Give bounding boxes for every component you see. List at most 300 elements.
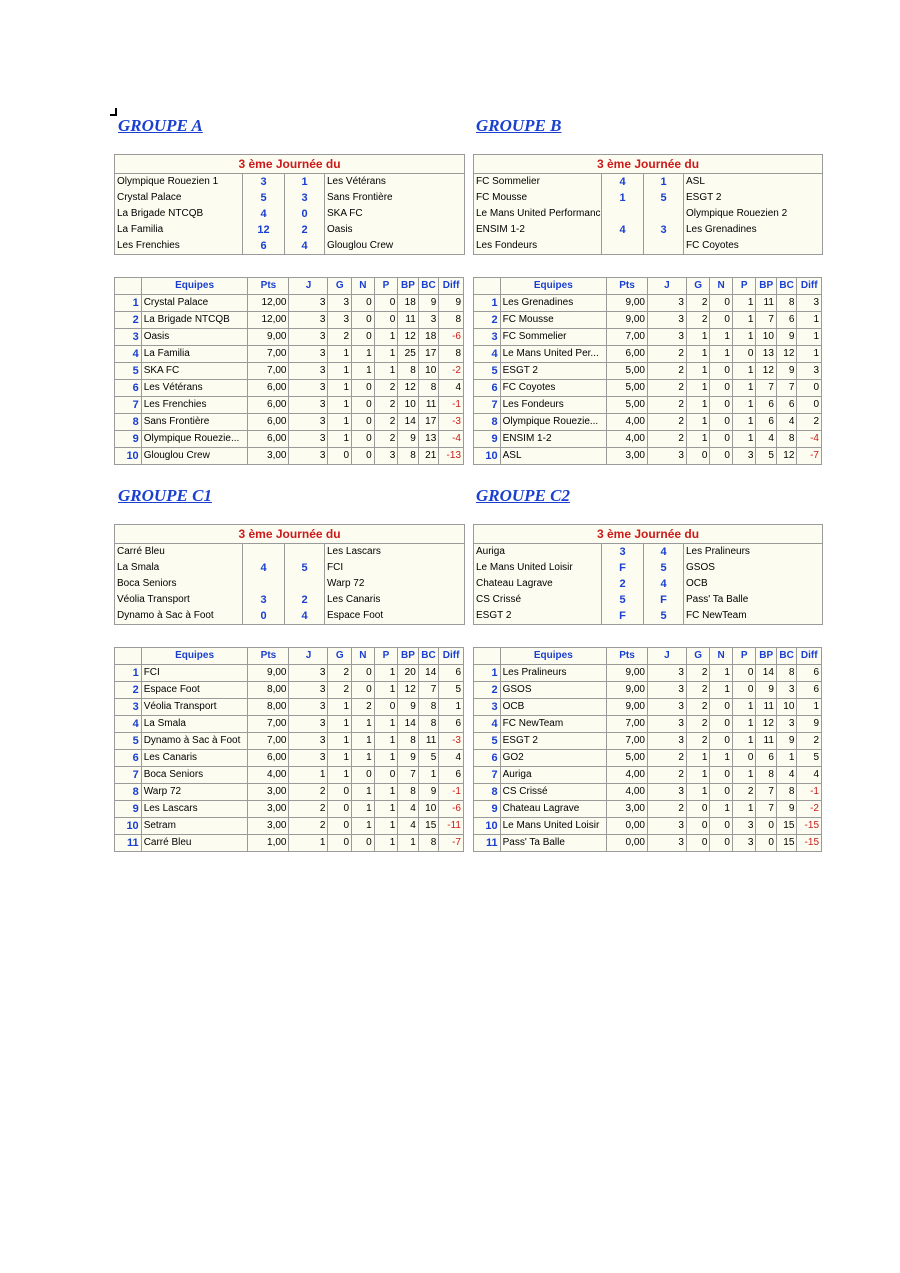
bp-cell: 8: [398, 784, 419, 801]
rank-cell: 6: [115, 380, 142, 397]
p-cell: 0: [374, 295, 398, 312]
rank-cell: 1: [115, 295, 142, 312]
n-cell: 0: [352, 295, 375, 312]
rank-cell: 1: [474, 665, 501, 682]
standings-row: [115, 818, 464, 835]
diff-cell: 6: [797, 682, 822, 699]
standings-row: [474, 835, 822, 852]
p-cell: 1: [732, 363, 756, 380]
g-cell: 1: [328, 414, 352, 431]
n-cell: 1: [710, 682, 733, 699]
diff-cell: 2: [797, 733, 822, 750]
g-cell: 1: [686, 767, 710, 784]
bp-cell: 12: [398, 682, 419, 699]
p-cell: 1: [374, 329, 398, 346]
header-g: G: [686, 648, 710, 665]
j-cell: 1: [289, 835, 328, 852]
standings-row: [115, 295, 464, 312]
j-cell: 3: [647, 682, 686, 699]
header-pts: Pts: [248, 278, 289, 295]
n-cell: 1: [352, 801, 375, 818]
n-cell: 0: [352, 431, 375, 448]
rank-cell: 9: [115, 801, 142, 818]
team-name-cell: Les Canaris: [141, 750, 248, 767]
standings-row: [115, 431, 464, 448]
team-name-cell: La Smala: [141, 716, 248, 733]
match-row: Olympique Rouezien 1 3 1 Les Vétérans: [115, 174, 465, 191]
bp-cell: 20: [398, 665, 419, 682]
j-cell: 2: [647, 346, 686, 363]
g-cell: 2: [328, 665, 352, 682]
bp-cell: 9: [756, 682, 776, 699]
n-cell: 0: [352, 682, 375, 699]
p-cell: 2: [732, 784, 756, 801]
rank-cell: 1: [115, 665, 142, 682]
bp-cell: 11: [756, 733, 776, 750]
standings-row: [474, 699, 822, 716]
diff-cell: -6: [439, 801, 464, 818]
standings-row: [474, 380, 822, 397]
g-cell: 2: [328, 329, 352, 346]
rank-cell: 3: [474, 329, 501, 346]
pts-cell: 12,00: [248, 312, 289, 329]
bc-cell: 12: [776, 346, 796, 363]
g-cell: 1: [328, 431, 352, 448]
g-cell: 1: [328, 767, 352, 784]
match-row: Le Mans United Performanc Olympique Rouezien 2: [474, 206, 823, 222]
standings-row: [474, 665, 822, 682]
standings-row: [474, 363, 822, 380]
diff-cell: 1: [439, 699, 464, 716]
bc-cell: 11: [418, 397, 439, 414]
standings-row: [115, 767, 464, 784]
header-g: G: [328, 278, 352, 295]
g-cell: 2: [686, 665, 710, 682]
j-cell: 3: [289, 665, 328, 682]
p-cell: 1: [374, 750, 398, 767]
standings-row: [474, 397, 822, 414]
bp-cell: 12: [756, 716, 776, 733]
j-cell: 3: [289, 448, 328, 465]
standings-row: [115, 665, 464, 682]
rank-cell: 8: [474, 784, 501, 801]
bp-cell: 14: [398, 716, 419, 733]
header-bp: BP: [756, 648, 776, 665]
bp-cell: 25: [398, 346, 419, 363]
standings-row: [474, 682, 822, 699]
diff-cell: 8: [439, 346, 464, 363]
bc-cell: 9: [418, 295, 439, 312]
rank-header: [115, 278, 142, 295]
g-cell: 2: [686, 716, 710, 733]
p-cell: 1: [732, 431, 756, 448]
team-name-cell: Carré Bleu: [141, 835, 248, 852]
pts-cell: 5,00: [607, 397, 648, 414]
g-cell: 0: [686, 448, 710, 465]
g-cell: 1: [686, 750, 710, 767]
pts-cell: 5,00: [607, 750, 648, 767]
bp-cell: 8: [398, 733, 419, 750]
team-name-cell: CS Crissé: [500, 784, 606, 801]
p-cell: 2: [374, 414, 398, 431]
bc-cell: 8: [418, 380, 439, 397]
g-cell: 1: [686, 363, 710, 380]
rank-cell: 8: [115, 414, 142, 431]
bc-cell: 15: [418, 818, 439, 835]
team-name-cell: FC Coyotes: [500, 380, 606, 397]
pts-cell: 3,00: [248, 801, 289, 818]
n-cell: 0: [710, 835, 733, 852]
n-cell: 0: [352, 414, 375, 431]
n-cell: 0: [710, 784, 733, 801]
diff-cell: 6: [797, 665, 822, 682]
header-g: G: [328, 648, 352, 665]
diff-cell: 1: [797, 329, 822, 346]
j-cell: 3: [647, 312, 686, 329]
team-name-cell: Pass' Ta Balle: [500, 835, 606, 852]
header-equipes: Equipes: [500, 278, 606, 295]
j-cell: 3: [647, 329, 686, 346]
standings-row: [474, 414, 822, 431]
pts-cell: 0,00: [607, 818, 648, 835]
team-name-cell: Olympique Rouezie...: [500, 414, 606, 431]
team-name-cell: Espace Foot: [141, 682, 248, 699]
match-row: Le Mans United Loisir F 5 GSOS: [474, 560, 823, 576]
header-bc: BC: [418, 278, 439, 295]
standings-row: [474, 448, 822, 465]
page-corner-mark: [110, 108, 117, 116]
team-name-cell: La Familia: [141, 346, 248, 363]
rank-cell: 9: [115, 431, 142, 448]
diff-cell: -4: [439, 431, 464, 448]
diff-cell: -1: [797, 784, 822, 801]
pts-cell: 9,00: [607, 295, 648, 312]
bc-cell: 15: [776, 818, 796, 835]
j-cell: 3: [289, 716, 328, 733]
header-j: J: [647, 648, 686, 665]
diff-cell: 2: [797, 414, 822, 431]
bp-cell: 9: [398, 750, 419, 767]
p-cell: 1: [374, 363, 398, 380]
j-cell: 1: [289, 767, 328, 784]
pts-cell: 6,00: [607, 346, 648, 363]
header-bp: BP: [398, 278, 419, 295]
g-cell: 1: [686, 397, 710, 414]
header-j: J: [289, 278, 328, 295]
team-name-cell: Warp 72: [141, 784, 248, 801]
pts-cell: 7,00: [248, 716, 289, 733]
bc-cell: 10: [776, 699, 796, 716]
bp-cell: 8: [398, 448, 419, 465]
header-equipes: Equipes: [141, 648, 248, 665]
header-pts: Pts: [607, 648, 648, 665]
standings-row: [474, 733, 822, 750]
header-equipes: Equipes: [141, 278, 248, 295]
header-p: P: [374, 278, 398, 295]
bp-cell: 11: [398, 312, 419, 329]
p-cell: 1: [732, 295, 756, 312]
journee-header: 3 ème Journée du: [115, 155, 465, 174]
rank-cell: 7: [474, 767, 501, 784]
pts-cell: 9,00: [248, 329, 289, 346]
g-cell: 0: [686, 801, 710, 818]
group-a-results-table: [114, 154, 465, 255]
pts-cell: 5,00: [607, 363, 648, 380]
team-name-cell: OCB: [500, 699, 606, 716]
bp-cell: 0: [756, 818, 776, 835]
bp-cell: 11: [756, 699, 776, 716]
journee-header: 3 ème Journée du: [474, 525, 823, 544]
team-name-cell: Les Vétérans: [141, 380, 248, 397]
rank-cell: 5: [115, 363, 142, 380]
j-cell: 2: [289, 801, 328, 818]
rank-cell: 4: [115, 346, 142, 363]
bc-cell: 10: [418, 801, 439, 818]
pts-cell: 5,00: [607, 380, 648, 397]
bp-cell: 8: [398, 363, 419, 380]
rank-cell: 7: [115, 397, 142, 414]
diff-cell: 4: [797, 767, 822, 784]
g-cell: 0: [686, 818, 710, 835]
pts-cell: 7,00: [248, 363, 289, 380]
g-cell: 2: [686, 312, 710, 329]
g-cell: 3: [328, 312, 352, 329]
j-cell: 3: [289, 431, 328, 448]
header-diff: Diff: [797, 648, 822, 665]
header-p: P: [374, 648, 398, 665]
bc-cell: 4: [776, 414, 796, 431]
g-cell: 1: [328, 380, 352, 397]
diff-cell: -1: [439, 784, 464, 801]
rank-cell: 7: [115, 767, 142, 784]
j-cell: 3: [289, 329, 328, 346]
g-cell: 2: [686, 733, 710, 750]
g-cell: 2: [686, 295, 710, 312]
team-name-cell: Auriga: [500, 767, 606, 784]
j-cell: 2: [647, 363, 686, 380]
j-cell: 3: [289, 346, 328, 363]
bc-cell: 4: [776, 767, 796, 784]
pts-cell: 3,00: [248, 448, 289, 465]
bc-cell: 8: [776, 295, 796, 312]
bp-cell: 6: [756, 750, 776, 767]
rank-cell: 6: [474, 380, 501, 397]
group-b-standings-table: [473, 277, 822, 465]
p-cell: 3: [374, 448, 398, 465]
group-c1-title: GROUPE C1: [118, 486, 212, 505]
n-cell: 0: [710, 733, 733, 750]
g-cell: 0: [328, 784, 352, 801]
p-cell: 1: [732, 767, 756, 784]
bp-cell: 7: [756, 801, 776, 818]
team-name-cell: Dynamo à Sac à Foot: [141, 733, 248, 750]
header-n: N: [352, 278, 375, 295]
header-g: G: [686, 278, 710, 295]
rank-cell: 2: [115, 312, 142, 329]
group-a-title: GROUPE A: [118, 116, 203, 135]
rank-cell: 7: [474, 397, 501, 414]
n-cell: 1: [352, 363, 375, 380]
pts-cell: 3,00: [607, 448, 648, 465]
p-cell: 1: [732, 733, 756, 750]
pts-cell: 4,00: [607, 784, 648, 801]
standings-row: [474, 431, 822, 448]
diff-cell: 4: [439, 750, 464, 767]
p-cell: 3: [732, 448, 756, 465]
team-name-cell: GO2: [500, 750, 606, 767]
diff-cell: 1: [797, 312, 822, 329]
standings-row: [474, 767, 822, 784]
bc-cell: 11: [418, 733, 439, 750]
pts-cell: 1,00: [248, 835, 289, 852]
p-cell: 0: [732, 750, 756, 767]
p-cell: 1: [732, 380, 756, 397]
team-name-cell: Les Lascars: [141, 801, 248, 818]
p-cell: 1: [732, 414, 756, 431]
bp-cell: 1: [398, 835, 419, 852]
group-c2-standings-table: [473, 647, 822, 852]
standings-row: [115, 750, 464, 767]
rank-cell: 2: [474, 682, 501, 699]
standings-row: [115, 716, 464, 733]
n-cell: 0: [352, 397, 375, 414]
g-cell: 0: [328, 448, 352, 465]
j-cell: 3: [289, 682, 328, 699]
standings-row: [115, 784, 464, 801]
header-p: P: [732, 278, 756, 295]
bp-cell: 9: [398, 699, 419, 716]
standings-header-row: [474, 648, 822, 665]
p-cell: 1: [374, 801, 398, 818]
rank-cell: 3: [115, 329, 142, 346]
diff-cell: 0: [797, 380, 822, 397]
j-cell: 3: [289, 380, 328, 397]
g-cell: 2: [328, 682, 352, 699]
team-name-cell: FCI: [141, 665, 248, 682]
n-cell: 0: [710, 397, 733, 414]
team-name-cell: Les Grenadines: [500, 295, 606, 312]
diff-cell: -15: [797, 835, 822, 852]
n-cell: 0: [352, 448, 375, 465]
match-row: ENSIM 1-2 4 3 Les Grenadines: [474, 222, 823, 238]
diff-cell: 5: [797, 750, 822, 767]
g-cell: 1: [328, 699, 352, 716]
n-cell: 0: [710, 767, 733, 784]
standings-row: [474, 818, 822, 835]
match-row: Dynamo à Sac à Foot 0 4 Espace Foot: [115, 608, 465, 625]
journee-header: 3 ème Journée du: [115, 525, 465, 544]
bc-cell: 1: [776, 750, 796, 767]
g-cell: 1: [328, 733, 352, 750]
n-cell: 1: [710, 665, 733, 682]
rank-header: [474, 648, 501, 665]
p-cell: 0: [732, 346, 756, 363]
standings-row: [474, 312, 822, 329]
g-cell: 1: [686, 784, 710, 801]
header-diff: Diff: [797, 278, 822, 295]
g-cell: 1: [686, 380, 710, 397]
p-cell: 3: [732, 835, 756, 852]
n-cell: 0: [710, 363, 733, 380]
g-cell: 1: [686, 346, 710, 363]
standings-row: [474, 784, 822, 801]
team-name-cell: La Brigade NTCQB: [141, 312, 248, 329]
n-cell: 2: [352, 699, 375, 716]
n-cell: 1: [352, 346, 375, 363]
n-cell: 1: [352, 750, 375, 767]
team-name-cell: Crystal Palace: [141, 295, 248, 312]
n-cell: 0: [710, 312, 733, 329]
pts-cell: 7,00: [607, 733, 648, 750]
n-cell: 0: [710, 716, 733, 733]
bp-cell: 6: [756, 414, 776, 431]
p-cell: 2: [374, 397, 398, 414]
pts-cell: 4,00: [607, 414, 648, 431]
bp-cell: 12: [398, 380, 419, 397]
p-cell: 1: [732, 699, 756, 716]
n-cell: 0: [352, 835, 375, 852]
pts-cell: 9,00: [607, 665, 648, 682]
bp-cell: 11: [756, 295, 776, 312]
standings-row: [474, 716, 822, 733]
p-cell: 1: [732, 716, 756, 733]
diff-cell: 9: [797, 716, 822, 733]
pts-cell: 3,00: [248, 784, 289, 801]
bc-cell: 17: [418, 346, 439, 363]
rank-cell: 2: [474, 312, 501, 329]
bc-cell: 14: [418, 665, 439, 682]
bp-cell: 14: [398, 414, 419, 431]
j-cell: 3: [289, 397, 328, 414]
diff-cell: 6: [439, 716, 464, 733]
bp-cell: 5: [756, 448, 776, 465]
match-row: Auriga 3 4 Les Pralineurs: [474, 544, 823, 561]
j-cell: 2: [647, 397, 686, 414]
bp-cell: 12: [756, 363, 776, 380]
group-b-title: GROUPE B: [476, 116, 562, 135]
diff-cell: -11: [439, 818, 464, 835]
standings-row: [115, 414, 464, 431]
j-cell: 2: [647, 801, 686, 818]
j-cell: 3: [289, 363, 328, 380]
header-bc: BC: [776, 278, 796, 295]
header-bp: BP: [756, 278, 776, 295]
n-cell: 0: [710, 699, 733, 716]
rank-cell: 5: [115, 733, 142, 750]
bp-cell: 4: [756, 431, 776, 448]
match-row: La Smala 4 5 FCI: [115, 560, 465, 576]
pts-cell: 7,00: [607, 329, 648, 346]
n-cell: 0: [710, 818, 733, 835]
pts-cell: 7,00: [248, 346, 289, 363]
pts-cell: 9,00: [607, 312, 648, 329]
rank-cell: 5: [474, 363, 501, 380]
bc-cell: 9: [776, 363, 796, 380]
bc-cell: 10: [418, 363, 439, 380]
bc-cell: 8: [418, 716, 439, 733]
p-cell: 1: [374, 784, 398, 801]
rank-cell: 4: [115, 716, 142, 733]
team-name-cell: SKA FC: [141, 363, 248, 380]
bp-cell: 14: [756, 665, 776, 682]
n-cell: 0: [352, 665, 375, 682]
rank-cell: 2: [115, 682, 142, 699]
bc-cell: 8: [776, 784, 796, 801]
bp-cell: 10: [756, 329, 776, 346]
team-name-cell: Olympique Rouezie...: [141, 431, 248, 448]
g-cell: 1: [686, 414, 710, 431]
diff-cell: -2: [439, 363, 464, 380]
